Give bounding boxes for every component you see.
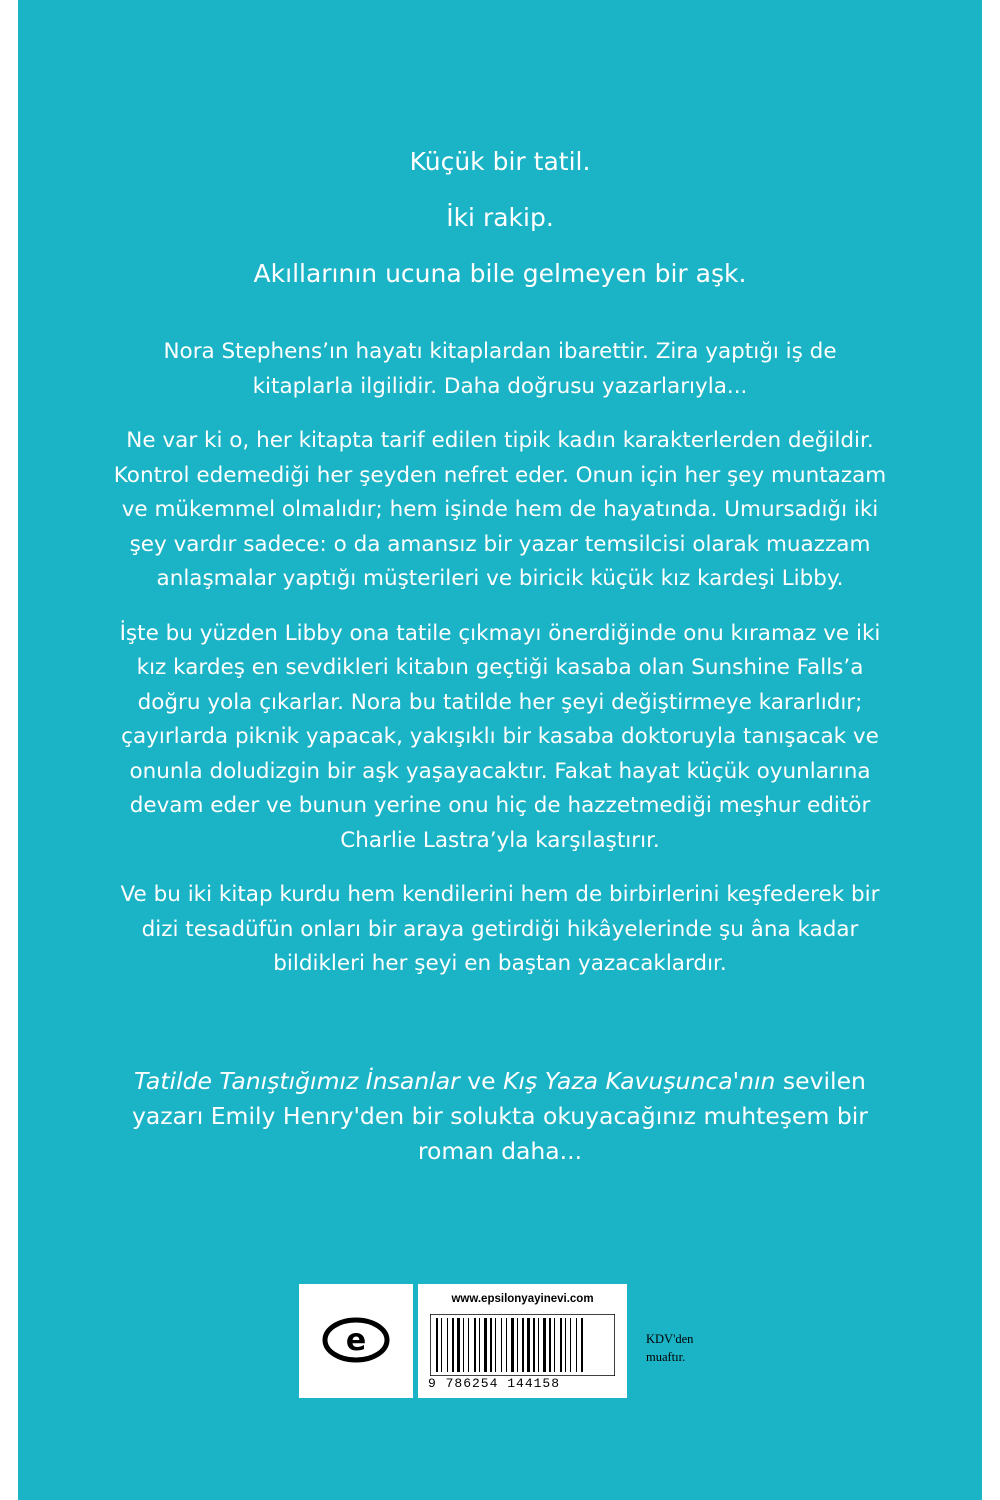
barcode-bar <box>474 1318 476 1372</box>
barcode-bar <box>576 1318 577 1372</box>
vat-exempt-note <box>646 1330 736 1366</box>
publisher-url[interactable]: www.epsilonyayinevi.com <box>451 1293 594 1305</box>
barcode-bar <box>570 1318 571 1372</box>
barcode-bar <box>517 1318 518 1372</box>
barcode-bar <box>533 1318 535 1372</box>
tagline-2: İki rakip. <box>446 203 554 232</box>
barcode-bar <box>495 1318 496 1372</box>
barcode-bar <box>565 1318 566 1372</box>
book-title-1: Tatilde Tanıştığımız İnsanlar <box>134 1067 460 1095</box>
barcode-bar <box>479 1318 480 1372</box>
barcode-bar <box>468 1318 469 1372</box>
tagline-3: Akıllarının ucuna bile gelmeyen bir aşk. <box>253 259 747 288</box>
epsilon-logo-icon <box>299 1284 413 1398</box>
barcode-bar <box>554 1318 555 1372</box>
barcode-bar <box>484 1318 487 1372</box>
blurb-paragraph-3: İşte bu yüzden Libby ona tatile çıkmayı önerdiğinde onu kıramaz ve iki kız kardeş en sevdikleri kitabın geçtiği kasaba olan Sunshine Falls’a doğru yola çıkarlar. Nora bu tatilde her şeyi değiştirmeye kararlıdır; çayırlarda piknik yapacak, yakışıklı bir kasaba doktoruyla tanışacak ve onunla doludizgin bir aşk yaşayacaktır. Fakat hayat küçük oyunlarına devam eder ve bunun yerine onu hiç de hazzetmediği meşhur editör Charlie Lastra’yla karşılaştırır. <box>119 620 881 853</box>
book-title-2: Kış Yaza Kavuşunca'nın <box>503 1067 776 1095</box>
barcode-bar <box>506 1318 507 1372</box>
closing-paragraph <box>110 1064 890 1169</box>
barcode-bar <box>436 1318 438 1372</box>
blurb <box>110 335 890 1002</box>
barcode-bar <box>527 1318 530 1372</box>
blurb-paragraph-4: Ve bu iki kitap kurdu hem kendilerini hem de birbirlerini keşfederek bir dizi tesadüfün onları bir araya getirdiği hikâyelerinde şu âna kadar bildikleri her şeyi en baştan yazacaklardır. <box>120 882 880 976</box>
barcode-bar <box>560 1318 562 1372</box>
barcode-bar <box>549 1318 551 1372</box>
barcode-bar <box>447 1318 448 1372</box>
barcode-bar <box>452 1318 454 1372</box>
blurb-paragraph-2: Ne var ki o, her kitapta tarif edilen tipik kadın karakterlerden değildir. Kontrol edemediği her şeyden nefret eder. Onun için her şey muntazam ve mükemmel olmalıdır; hem işinde hem de hayatında. Umursadığı iki şey vardır sadece: o da amansız bir yazar temsilcisi olarak muazzam anlaşmalar yaptığı müşterileri ve biricik küçük kız kardeşi Libby. <box>113 428 887 591</box>
barcode-bar <box>501 1318 502 1372</box>
closing-connector: ve <box>459 1067 504 1095</box>
barcode-box <box>418 1284 627 1398</box>
back-cover <box>18 0 982 1500</box>
barcode-bar <box>581 1318 583 1372</box>
closing-rest: sevilen yazarı Emily Henry'den bir solukta okuyacağınız muhteşem bir roman daha... <box>132 1067 868 1165</box>
barcode-bar <box>490 1318 492 1372</box>
barcode-bar <box>538 1318 539 1372</box>
barcode-bar <box>463 1318 464 1372</box>
barcode-bar <box>457 1318 460 1372</box>
isbn-number: 9 786254 144158 <box>428 1376 561 1391</box>
vat-line-1: KDV'den <box>646 1332 694 1346</box>
barcode-bar <box>441 1318 442 1372</box>
tagline-1: Küçük bir tatil. <box>409 147 591 176</box>
barcode-bar <box>543 1318 546 1372</box>
taglines <box>18 148 982 316</box>
blurb-paragraph-1: Nora Stephens’ın hayatı kitaplardan ibarettir. Zira yaptığı iş de kitaplarla ilgilidir. Daha doğrusu yazarlarıyla... <box>163 339 837 399</box>
logo-letter: e <box>345 1323 367 1358</box>
publisher-logo-box <box>299 1284 413 1398</box>
barcode-bar <box>511 1318 514 1372</box>
barcode-bar <box>522 1318 524 1372</box>
vat-line-2: muaftır. <box>646 1350 686 1364</box>
barcode-icon <box>430 1314 615 1376</box>
